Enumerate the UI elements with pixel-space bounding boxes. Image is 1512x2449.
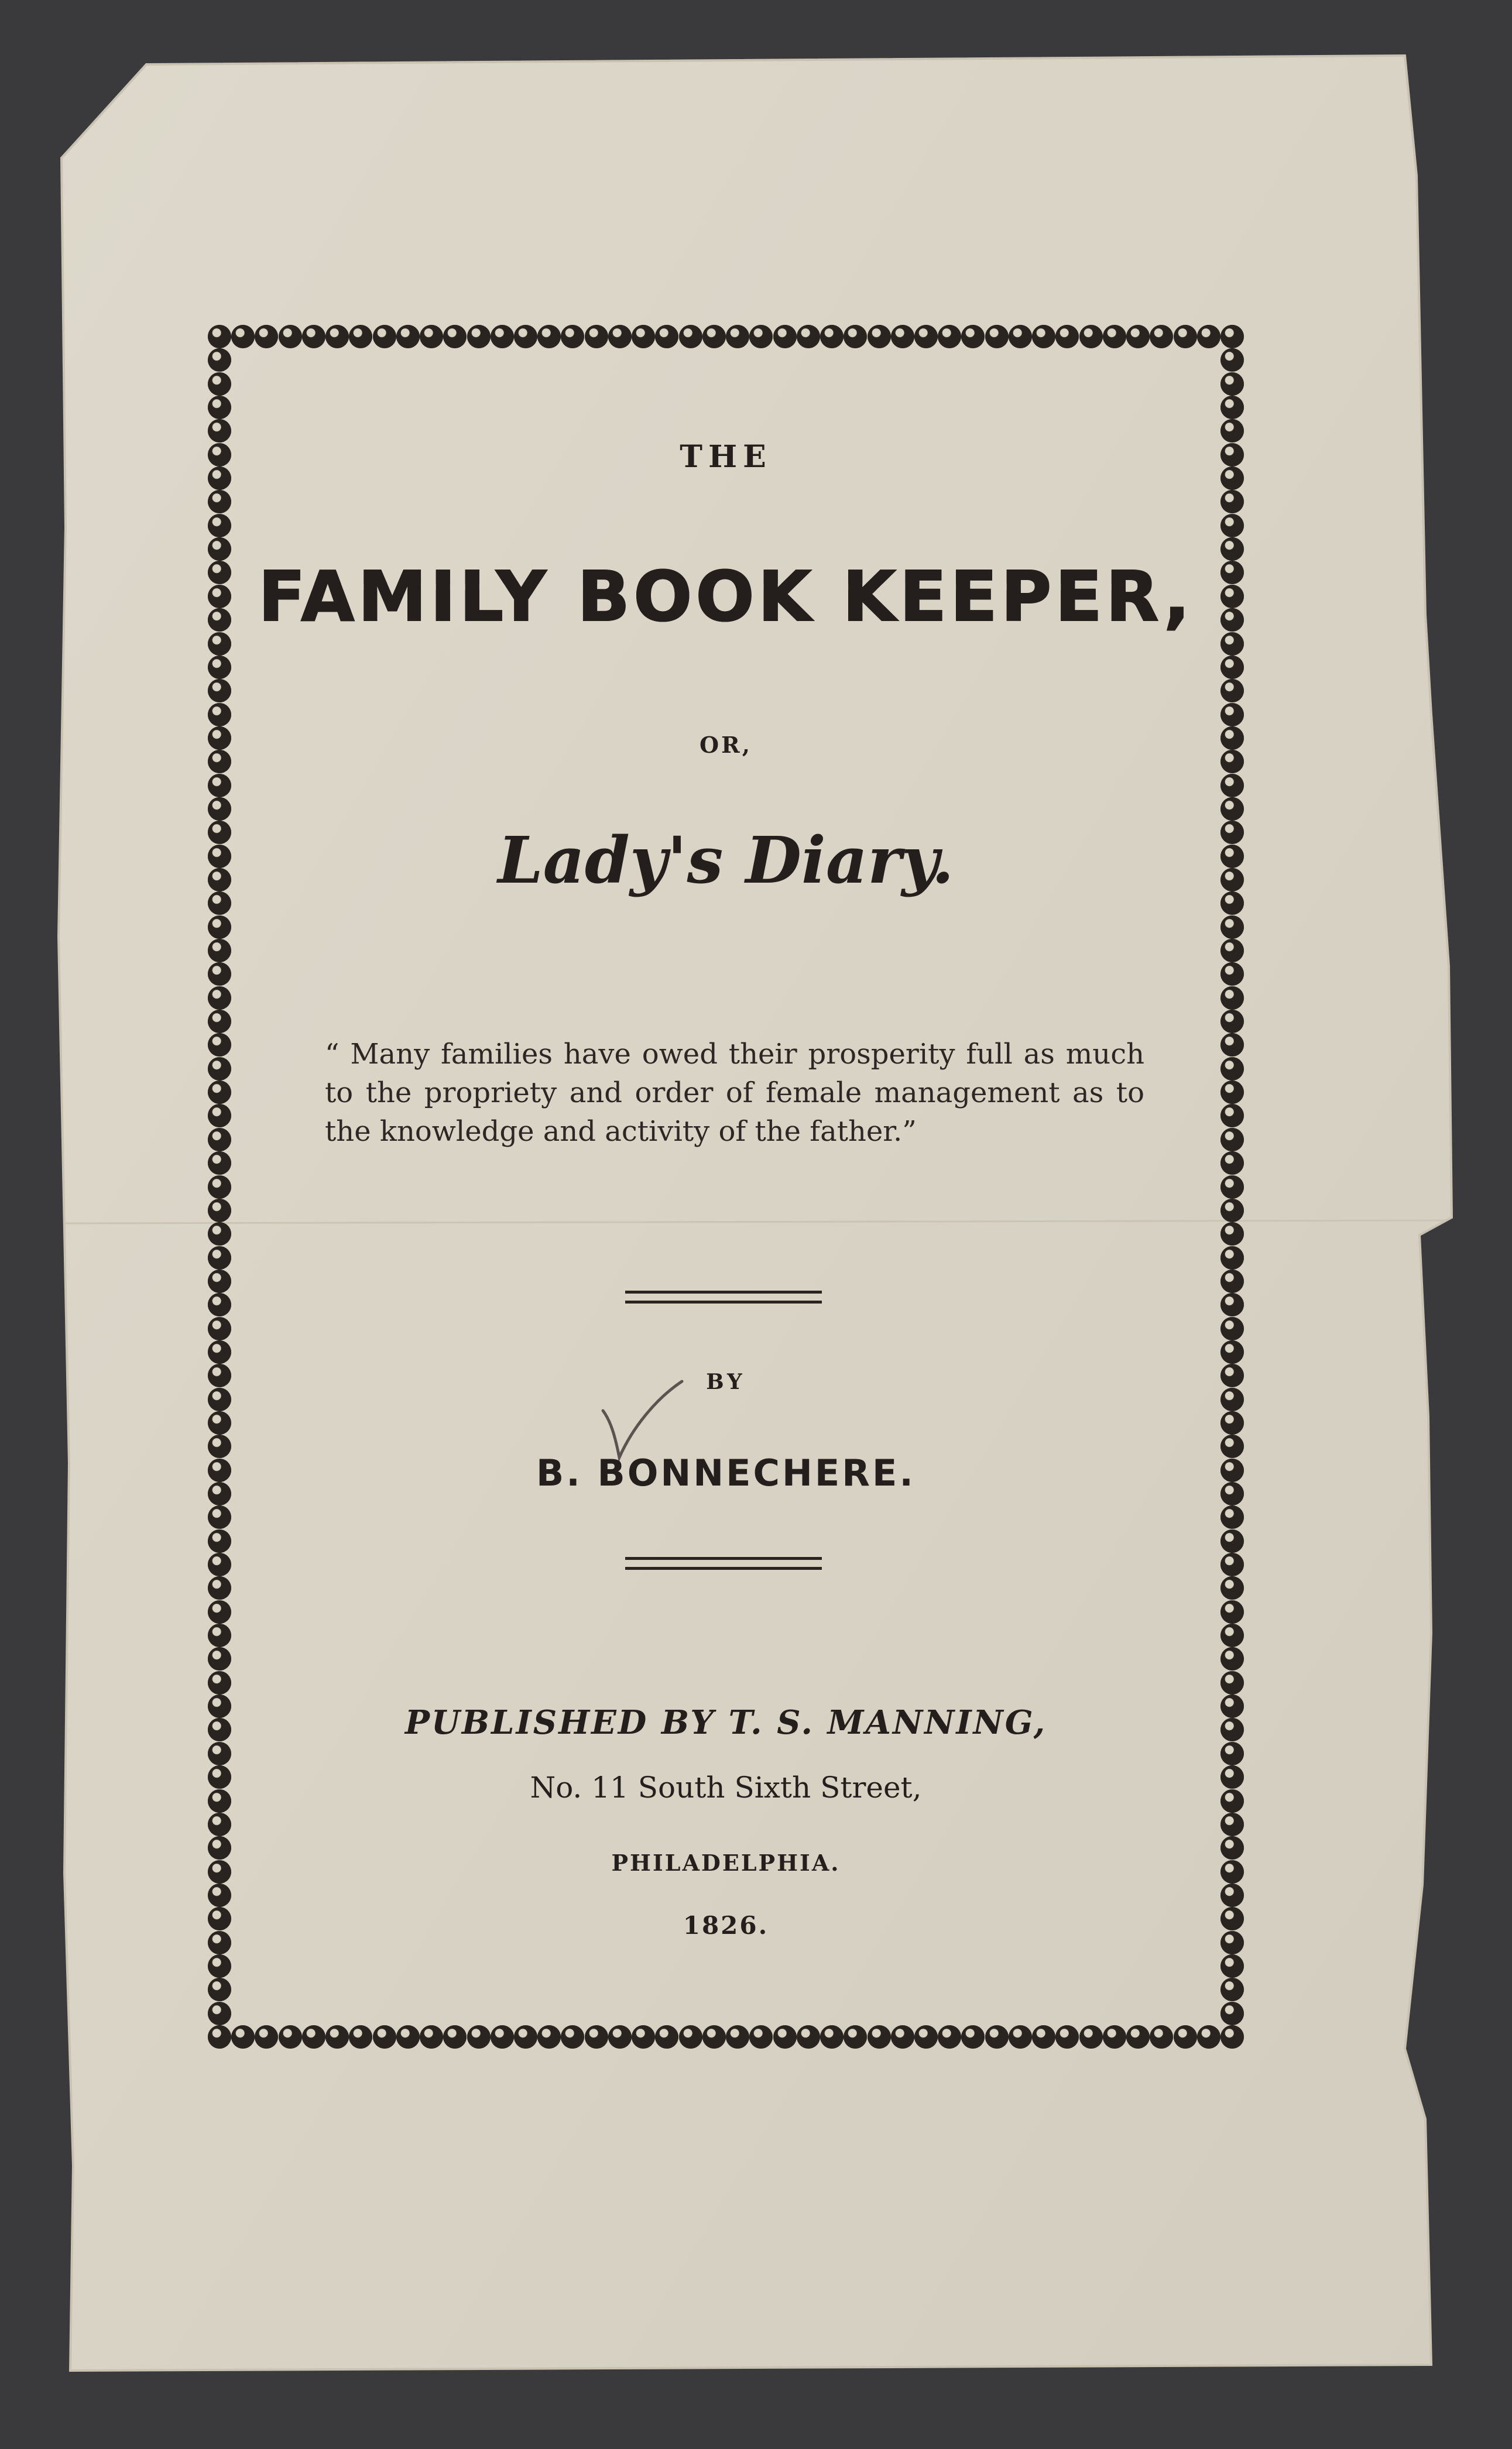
border-dot bbox=[1220, 348, 1244, 372]
border-dot bbox=[208, 1199, 231, 1222]
border-dot bbox=[208, 348, 231, 372]
border-dot bbox=[749, 2025, 773, 2049]
border-dot bbox=[1032, 2025, 1055, 2049]
border-dot bbox=[208, 1128, 231, 1151]
border-dot bbox=[938, 2025, 961, 2049]
border-dot bbox=[1220, 1505, 1244, 1529]
border-dot bbox=[1055, 325, 1079, 348]
border-dot bbox=[1220, 939, 1244, 962]
border-dot bbox=[1220, 1529, 1244, 1553]
border-dot bbox=[208, 1033, 231, 1057]
border-dot bbox=[208, 1222, 231, 1246]
border-dot bbox=[1220, 1317, 1244, 1340]
border-dot bbox=[1079, 2025, 1103, 2049]
border-dot bbox=[537, 325, 561, 348]
border-dot bbox=[1220, 1671, 1244, 1695]
border-dot bbox=[1220, 1151, 1244, 1175]
border-dot bbox=[231, 325, 255, 348]
border-dot bbox=[279, 2025, 302, 2049]
border-dot bbox=[891, 2025, 914, 2049]
border-dot bbox=[1220, 915, 1244, 939]
border-dot bbox=[1079, 325, 1103, 348]
border-dot bbox=[1103, 325, 1126, 348]
border-dot bbox=[1220, 2025, 1244, 2049]
border-dot bbox=[1220, 1553, 1244, 1576]
double-rule-top bbox=[625, 1291, 822, 1304]
border-dot bbox=[726, 325, 749, 348]
border-dot bbox=[208, 1813, 231, 1836]
border-dot bbox=[208, 2025, 231, 2049]
border-dot bbox=[1126, 325, 1150, 348]
border-dot bbox=[1220, 962, 1244, 986]
border-dot bbox=[773, 325, 797, 348]
byline-by: BY bbox=[706, 1370, 746, 1394]
border-dot bbox=[1220, 1576, 1244, 1600]
border-dot bbox=[231, 2025, 255, 2049]
border-dot bbox=[820, 2025, 844, 2049]
border-dot bbox=[914, 2025, 938, 2049]
border-dot bbox=[396, 2025, 420, 2049]
border-dot bbox=[208, 325, 231, 348]
border-dot bbox=[1009, 325, 1032, 348]
border-dot bbox=[208, 1505, 231, 1529]
border-dot bbox=[1009, 2025, 1032, 2049]
border-dot bbox=[1055, 2025, 1079, 2049]
border-dot bbox=[208, 962, 231, 986]
border-dot bbox=[514, 325, 537, 348]
epigraph-quote: “ Many families have owed their prosperity full as much to the propriety and order of female management as to the knowledge and activity of the father.” bbox=[325, 1038, 1144, 1148]
border-dot bbox=[1220, 1884, 1244, 1907]
border-dot bbox=[1220, 1742, 1244, 1765]
border-dot bbox=[279, 325, 302, 348]
border-dot bbox=[208, 1624, 231, 1647]
border-dot bbox=[208, 1529, 231, 1553]
border-dot bbox=[325, 2025, 349, 2049]
check-mark-icon bbox=[591, 1376, 685, 1463]
border-dot bbox=[1197, 325, 1220, 348]
border-dot bbox=[208, 703, 231, 726]
border-dot bbox=[1197, 2025, 1220, 2049]
border-dot bbox=[208, 1742, 231, 1765]
border-dot bbox=[420, 325, 443, 348]
main-title bbox=[208, 556, 1244, 637]
border-dot bbox=[961, 2025, 985, 2049]
border-dot bbox=[349, 325, 372, 348]
border-dot bbox=[1220, 490, 1244, 513]
border-dot bbox=[608, 325, 632, 348]
border-dot bbox=[325, 325, 349, 348]
publisher-address: No. 11 South Sixth Street, bbox=[530, 1771, 922, 1805]
border-dot bbox=[679, 2025, 702, 2049]
border-dot bbox=[797, 2025, 820, 2049]
border-dot bbox=[632, 2025, 655, 2049]
border-dot bbox=[373, 2025, 396, 2049]
border-dot bbox=[208, 1647, 231, 1671]
border-dot bbox=[914, 325, 938, 348]
border-dot bbox=[208, 1010, 231, 1033]
border-dot bbox=[844, 2025, 867, 2049]
border-dot bbox=[255, 2025, 278, 2049]
border-dot bbox=[208, 514, 231, 537]
border-dot bbox=[1220, 1175, 1244, 1199]
border-dot bbox=[537, 2025, 561, 2049]
border-dot bbox=[1220, 325, 1244, 348]
border-dot bbox=[702, 325, 726, 348]
border-dot bbox=[679, 325, 702, 348]
publication-year: 1826. bbox=[683, 1911, 769, 1940]
border-dot bbox=[561, 325, 584, 348]
border-dot bbox=[1220, 1600, 1244, 1624]
border-dot bbox=[655, 2025, 678, 2049]
border-dot bbox=[1220, 703, 1244, 726]
border-dot bbox=[208, 1411, 231, 1435]
border-dot bbox=[1220, 1647, 1244, 1671]
border-dot bbox=[1220, 1411, 1244, 1435]
border-dot bbox=[891, 325, 914, 348]
border-dot bbox=[726, 2025, 749, 2049]
border-dot bbox=[420, 2025, 443, 2049]
border-dot bbox=[868, 325, 891, 348]
border-dot bbox=[1220, 372, 1244, 396]
border-dot bbox=[208, 1175, 231, 1199]
border-dot bbox=[208, 915, 231, 939]
border-dot bbox=[632, 325, 655, 348]
border-dot bbox=[208, 1600, 231, 1624]
border-dot bbox=[1220, 1270, 1244, 1293]
border-dot bbox=[208, 1151, 231, 1175]
border-dot bbox=[467, 2025, 491, 2049]
border-dot bbox=[1032, 325, 1055, 348]
border-dot bbox=[1220, 1128, 1244, 1151]
border-dot bbox=[1220, 1954, 1244, 1978]
border-dot bbox=[491, 325, 514, 348]
border-dot bbox=[208, 1671, 231, 1695]
border-dot bbox=[208, 372, 231, 396]
border-dot bbox=[208, 679, 231, 702]
border-dot bbox=[868, 2025, 891, 2049]
border-dot bbox=[1220, 986, 1244, 1010]
border-dot bbox=[396, 325, 420, 348]
border-dot bbox=[608, 2025, 632, 2049]
border-dot bbox=[255, 325, 278, 348]
border-dot bbox=[961, 325, 985, 348]
border-dot bbox=[491, 2025, 514, 2049]
publisher-city: PHILADELPHIA. bbox=[611, 1850, 841, 1876]
border-dot bbox=[749, 325, 773, 348]
border-dot bbox=[208, 656, 231, 679]
border-dot bbox=[1150, 2025, 1173, 2049]
border-dot bbox=[208, 939, 231, 962]
border-dot bbox=[373, 325, 396, 348]
border-dot bbox=[655, 325, 678, 348]
border-dot bbox=[514, 2025, 537, 2049]
border-dot bbox=[1220, 774, 1244, 797]
border-dot bbox=[1220, 396, 1244, 419]
border-dot bbox=[1220, 1222, 1244, 1246]
border-dot bbox=[208, 1576, 231, 1600]
border-dot bbox=[443, 2025, 467, 2049]
border-dot bbox=[349, 2025, 372, 2049]
border-dot bbox=[820, 325, 844, 348]
border-dot bbox=[208, 1978, 231, 2001]
border-dot bbox=[1174, 325, 1197, 348]
border-dot bbox=[985, 2025, 1009, 2049]
border-dot bbox=[1103, 2025, 1126, 2049]
border-dot bbox=[1220, 1033, 1244, 1057]
border-dot bbox=[1220, 1104, 1244, 1127]
border-dot bbox=[302, 2025, 325, 2049]
title-the: THE bbox=[680, 439, 772, 475]
border-dot bbox=[208, 1246, 231, 1270]
border-dot bbox=[208, 1954, 231, 1978]
border-dot bbox=[208, 396, 231, 419]
border-dot bbox=[1220, 1293, 1244, 1316]
border-dot bbox=[208, 1081, 231, 1104]
border-dot bbox=[1150, 325, 1173, 348]
subtitle: Lady's Diary. bbox=[498, 822, 954, 898]
border-dot bbox=[985, 325, 1009, 348]
main-title-text: FAMILY BOOK KEEPER, bbox=[258, 556, 1194, 637]
border-dot bbox=[208, 490, 231, 513]
border-dot bbox=[208, 1293, 231, 1316]
double-rule-bottom bbox=[625, 1557, 822, 1570]
border-dot bbox=[208, 986, 231, 1010]
author-name: B. BONNECHERE. bbox=[536, 1452, 916, 1494]
border-dot bbox=[1220, 1199, 1244, 1222]
border-dot bbox=[1220, 656, 1244, 679]
border-dot bbox=[208, 774, 231, 797]
border-dot bbox=[302, 325, 325, 348]
publisher-line: PUBLISHED BY T. S. MANNING, bbox=[404, 1703, 1047, 1742]
border-dot bbox=[208, 797, 231, 821]
border-dot bbox=[1174, 2025, 1197, 2049]
border-dot bbox=[208, 1270, 231, 1293]
border-dot bbox=[1220, 1246, 1244, 1270]
border-dot bbox=[1220, 514, 1244, 537]
title-or: OR, bbox=[700, 732, 752, 758]
border-dot bbox=[208, 1317, 231, 1340]
border-dot bbox=[208, 1884, 231, 1907]
border-dot bbox=[1220, 1010, 1244, 1033]
border-dot bbox=[1220, 1624, 1244, 1647]
border-dot bbox=[702, 2025, 726, 2049]
border-dot bbox=[467, 325, 491, 348]
border-dot bbox=[208, 1057, 231, 1081]
border-dot bbox=[208, 1340, 231, 1364]
border-dot bbox=[1220, 1813, 1244, 1836]
border-dot bbox=[1220, 1081, 1244, 1104]
border-dot bbox=[1220, 1057, 1244, 1081]
border-dot bbox=[797, 325, 820, 348]
border-dot bbox=[1220, 797, 1244, 821]
border-dot bbox=[443, 325, 467, 348]
border-dot bbox=[1220, 1340, 1244, 1364]
border-dot bbox=[938, 325, 961, 348]
border-dot bbox=[585, 2025, 608, 2049]
border-dot bbox=[208, 1553, 231, 1576]
border-dot bbox=[585, 325, 608, 348]
border-dot bbox=[1220, 2002, 1244, 2025]
border-dot bbox=[1220, 1978, 1244, 2001]
border-dot bbox=[561, 2025, 584, 2049]
border-dot bbox=[1126, 2025, 1150, 2049]
border-dot bbox=[208, 1104, 231, 1127]
border-dot bbox=[844, 325, 867, 348]
border-dot bbox=[773, 2025, 797, 2049]
border-dot bbox=[208, 2002, 231, 2025]
border-dot bbox=[1220, 679, 1244, 702]
